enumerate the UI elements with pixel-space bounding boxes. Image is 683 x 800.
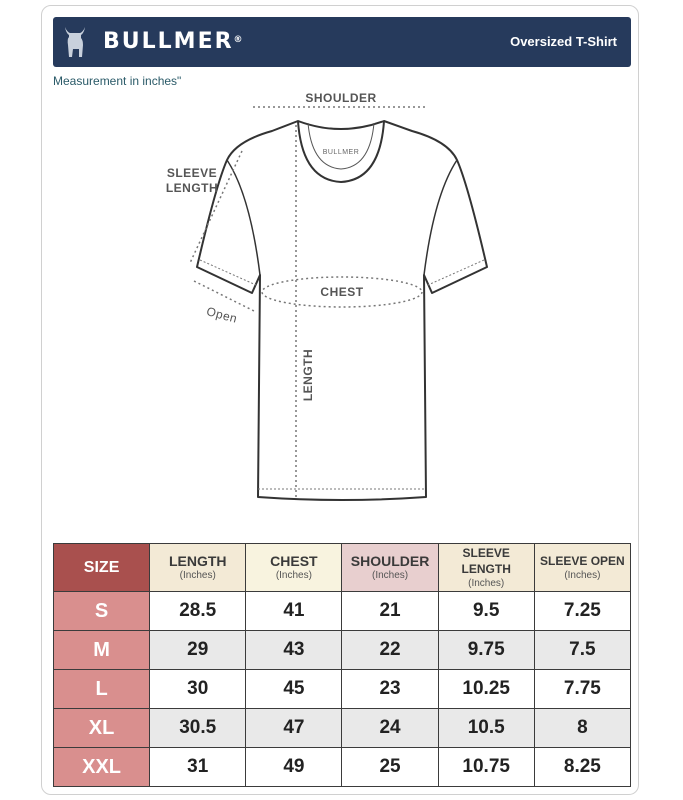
chest-cell: 47	[246, 709, 342, 748]
shoulder-label: SHOULDER	[305, 91, 377, 105]
shoulder-cell: 23	[342, 670, 438, 709]
shoulder-cell: 22	[342, 631, 438, 670]
chest-cell: 45	[246, 670, 342, 709]
units-note: Measurement in inches"	[53, 74, 182, 88]
table-row	[54, 592, 631, 631]
sleeve-length-label-line2: LENGTH	[165, 181, 219, 195]
tshirt-diagram	[150, 85, 530, 510]
length-cell: 28.5	[150, 592, 246, 631]
table-header-row	[54, 544, 631, 592]
chest-cell: 43	[246, 631, 342, 670]
sleeve-open-cell: 8	[534, 709, 630, 748]
sleeve-length-cell: 10.25	[438, 670, 534, 709]
tshirt-outline	[197, 121, 487, 500]
neck-tag-label: BULLMER	[322, 149, 360, 156]
sleeve-length-cell: 10.5	[438, 709, 534, 748]
sleeve-open-cell: 7.25	[534, 592, 630, 631]
chest-label: CHEST	[320, 285, 364, 299]
sleeve-open-cell: 7.5	[534, 631, 630, 670]
brand-header	[53, 17, 631, 67]
table-row	[54, 709, 631, 748]
shoulder-cell: 21	[342, 592, 438, 631]
size-cell: L	[54, 670, 150, 709]
size-cell: M	[54, 631, 150, 670]
shoulder-cell: 24	[342, 709, 438, 748]
table-row	[54, 748, 631, 787]
bull-logo-icon	[61, 23, 89, 61]
sleeve-length-label-line1: SLEEVE	[166, 166, 218, 180]
sleeve-length-cell: 10.75	[438, 748, 534, 787]
length-cell: 29	[150, 631, 246, 670]
size-cell: XL	[54, 709, 150, 748]
size-cell: S	[54, 592, 150, 631]
header-sleeve-length: SLEEVE LENGTH (Inches)	[438, 544, 534, 592]
sleeve-length-cell: 9.5	[438, 592, 534, 631]
header-sleeve-open: SLEEVE OPEN (Inches)	[534, 544, 630, 592]
table-row	[54, 670, 631, 709]
sleeve-length-cell: 9.75	[438, 631, 534, 670]
header-shoulder: SHOULDER (Inches)	[342, 544, 438, 592]
header-length: LENGTH (Inches)	[150, 544, 246, 592]
brand-logo-text: BULLMER®	[103, 29, 243, 54]
sleeve-open-cell: 8.25	[534, 748, 630, 787]
length-cell: 30	[150, 670, 246, 709]
length-cell: 30.5	[150, 709, 246, 748]
sleeve-open-label: Open	[205, 304, 239, 326]
chest-cell: 41	[246, 592, 342, 631]
header-chest: CHEST (Inches)	[246, 544, 342, 592]
product-name: Oversized T-Shirt	[510, 34, 617, 49]
size-cell: XXL	[54, 748, 150, 787]
shoulder-cell: 25	[342, 748, 438, 787]
table-row	[54, 631, 631, 670]
length-label: LENGTH	[301, 348, 315, 402]
size-table	[53, 543, 631, 787]
sleeve-open-cell: 7.75	[534, 670, 630, 709]
header-size: SIZE	[54, 544, 150, 592]
length-cell: 31	[150, 748, 246, 787]
chest-cell: 49	[246, 748, 342, 787]
